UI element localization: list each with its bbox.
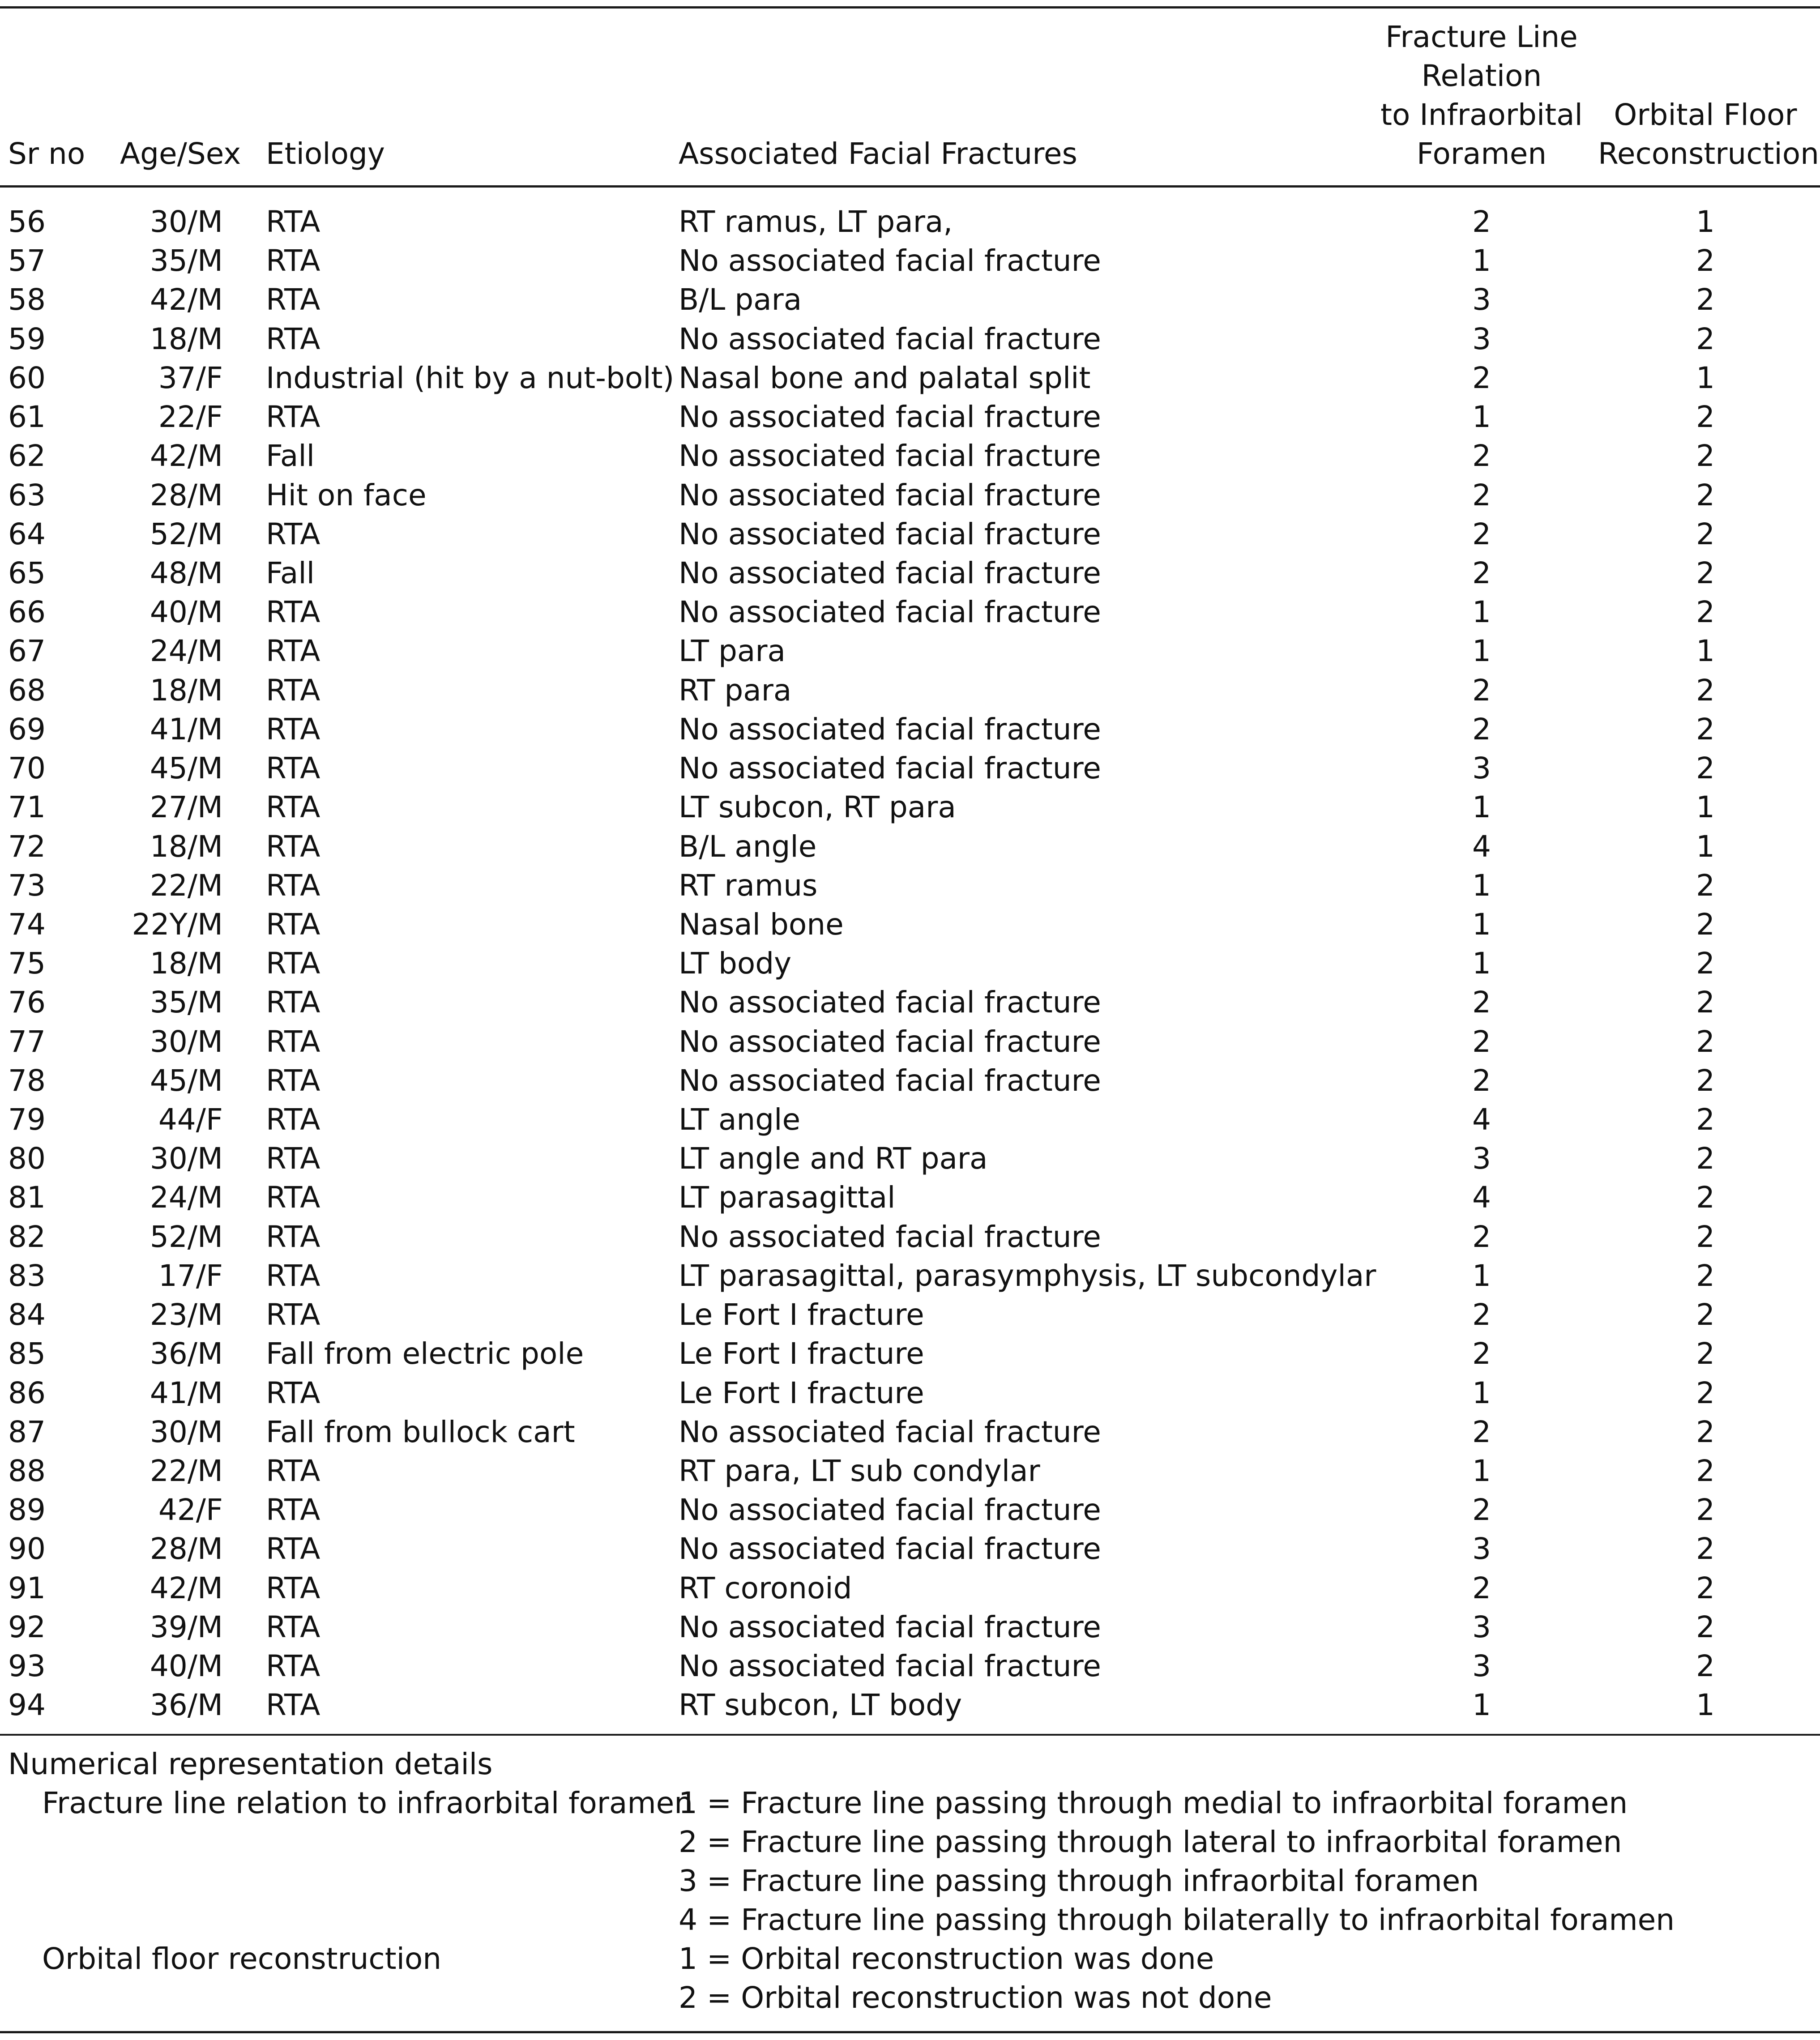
notes-orbital-def: 2 = Orbital reconstruction was not done [679,1980,1272,2015]
table-row [0,280,1820,319]
cell-associated-fractures: No associated facial fracture [679,555,1101,590]
cell-sr-no: 91 [8,1571,46,1605]
cell-orbital-floor: 2 [1696,400,1715,435]
cell-age-sex: 40/M [150,1649,223,1684]
cell-etiology: RTA [266,243,320,278]
cell-etiology: RTA [266,712,320,747]
cell-age-sex: 18/M [150,673,223,708]
cell-sr-no: 84 [8,1297,46,1332]
header-etiology: Etiology [266,137,385,171]
cell-orbital-floor: 2 [1696,1141,1715,1176]
cell-age-sex: 44/F [158,1102,223,1137]
cell-orbital-floor: 2 [1696,478,1715,512]
cell-associated-fractures: Nasal bone [679,907,844,942]
table-row [0,1529,1820,1568]
cell-etiology: RTA [266,1219,320,1254]
cell-orbital-floor: 2 [1696,985,1715,1020]
cell-fracture-line: 1 [1472,1258,1491,1293]
notes-title: Numerical representation details [8,1747,493,1781]
cell-associated-fractures: No associated facial fracture [679,321,1101,356]
cell-orbital-floor: 2 [1696,282,1715,317]
cell-orbital-floor: 2 [1696,1219,1715,1254]
notes-fracture-def: 1 = Fracture line passing through medial to infraorbital foramen [679,1786,1628,1820]
cell-associated-fractures: No associated facial fracture [679,712,1101,747]
header-fracture-line-4: Foramen [1416,137,1547,171]
cell-age-sex: 42/M [150,439,223,474]
cell-associated-fractures: Nasal bone and palatal split [679,360,1091,395]
cell-sr-no: 89 [8,1493,46,1528]
cell-age-sex: 18/M [150,321,223,356]
cell-fracture-line: 2 [1472,1336,1491,1371]
notes-fracture-def: 4 = Fracture line passing through bilaterally to infraorbital foramen [679,1903,1675,1937]
cell-orbital-floor: 2 [1696,1024,1715,1059]
cell-associated-fractures: LT body [679,946,792,981]
cell-sr-no: 71 [8,790,46,825]
cell-orbital-floor: 2 [1696,595,1715,630]
cell-sr-no: 82 [8,1219,46,1254]
cell-associated-fractures: LT angle [679,1102,801,1137]
cell-associated-fractures: No associated facial fracture [679,1493,1101,1528]
cell-fracture-line: 1 [1472,1375,1491,1410]
cell-orbital-floor: 1 [1696,205,1715,239]
cell-etiology: RTA [266,1297,320,1332]
cell-age-sex: 18/M [150,829,223,864]
cell-age-sex: 28/M [150,478,223,512]
cell-etiology: Fall from electric pole [266,1336,584,1371]
table-row [0,671,1820,710]
cell-associated-fractures: LT parasagittal [679,1180,896,1215]
cell-fracture-line: 1 [1472,400,1491,435]
table-row [0,866,1820,905]
cell-age-sex: 35/M [150,985,223,1020]
cell-associated-fractures: No associated facial fracture [679,1219,1101,1254]
cell-age-sex: 22Y/M [132,907,223,942]
cell-age-sex: 45/M [150,1063,223,1098]
cell-sr-no: 69 [8,712,46,747]
cell-etiology: RTA [266,400,320,435]
cell-fracture-line: 2 [1472,555,1491,590]
cell-etiology: Fall [266,555,315,590]
cell-associated-fractures: RT para [679,673,792,708]
cell-age-sex: 40/M [150,595,223,630]
cell-orbital-floor: 2 [1696,1571,1715,1605]
table-row [0,1451,1820,1490]
cell-fracture-line: 1 [1472,868,1491,903]
header-associated-fractures: Associated Facial Fractures [679,137,1077,171]
table-row [0,436,1820,475]
table-row [0,1647,1820,1686]
table-header [0,0,1820,185]
cell-sr-no: 60 [8,360,46,395]
cell-sr-no: 73 [8,868,46,903]
header-rule [0,185,1820,188]
cell-age-sex: 28/M [150,1532,223,1566]
cell-sr-no: 85 [8,1336,46,1371]
cell-sr-no: 93 [8,1649,46,1684]
table-row [0,944,1820,983]
table-row [0,827,1820,866]
cell-associated-fractures: No associated facial fracture [679,1532,1101,1566]
table-row [0,1139,1820,1178]
cell-associated-fractures: No associated facial fracture [679,1063,1101,1098]
table-row [0,515,1820,554]
cell-orbital-floor: 2 [1696,1454,1715,1488]
table-row [0,476,1820,515]
cell-etiology: RTA [266,751,320,786]
table-row [0,397,1820,436]
table-row [0,554,1820,593]
header-orbital-floor-1: Orbital Floor [1614,98,1797,132]
cell-orbital-floor: 1 [1696,829,1715,864]
cell-orbital-floor: 2 [1696,751,1715,786]
cell-fracture-line: 2 [1472,1414,1491,1449]
cell-age-sex: 48/M [150,555,223,590]
cell-fracture-line: 2 [1472,712,1491,747]
cell-fracture-line: 3 [1472,1649,1491,1684]
cell-age-sex: 24/M [150,634,223,669]
table-row [0,1608,1820,1647]
cell-age-sex: 36/M [150,1688,223,1723]
cell-sr-no: 63 [8,478,46,512]
cell-fracture-line: 3 [1472,282,1491,317]
cell-fracture-line: 4 [1472,1102,1491,1137]
cell-age-sex: 45/M [150,751,223,786]
table-row [0,593,1820,632]
cell-etiology: RTA [266,1102,320,1137]
cell-orbital-floor: 2 [1696,946,1715,981]
cell-etiology: RTA [266,1024,320,1059]
header-orbital-floor-2: Reconstruction [1598,137,1819,171]
table-body [0,202,1820,1725]
table-row [0,358,1820,397]
cell-etiology: RTA [266,1609,320,1644]
cell-fracture-line: 1 [1472,1454,1491,1488]
notes-fracture-label: Fracture line relation to infraorbital foramen [42,1786,693,1820]
cell-associated-fractures: RT subcon, LT body [679,1688,962,1723]
header-fracture-line-3: to Infraorbital [1380,98,1583,132]
cell-etiology: RTA [266,1649,320,1684]
cell-sr-no: 78 [8,1063,46,1098]
cell-associated-fractures: Le Fort I fracture [679,1336,924,1371]
cell-etiology: RTA [266,321,320,356]
cell-etiology: RTA [266,282,320,317]
cell-orbital-floor: 2 [1696,1102,1715,1137]
table-row [0,1569,1820,1608]
cell-age-sex: 30/M [150,1024,223,1059]
cell-orbital-floor: 2 [1696,1649,1715,1684]
cell-orbital-floor: 2 [1696,907,1715,942]
cell-age-sex: 41/M [150,712,223,747]
notes-fracture-def: 3 = Fracture line passing through infraorbital foramen [679,1864,1479,1898]
cell-etiology: RTA [266,1571,320,1605]
cell-fracture-line: 1 [1472,790,1491,825]
cell-fracture-line: 2 [1472,478,1491,512]
cell-etiology: RTA [266,1258,320,1293]
cell-associated-fractures: No associated facial fracture [679,400,1101,435]
cell-orbital-floor: 2 [1696,673,1715,708]
cell-sr-no: 61 [8,400,46,435]
cell-sr-no: 79 [8,1102,46,1137]
cell-orbital-floor: 2 [1696,1063,1715,1098]
cell-associated-fractures: No associated facial fracture [679,1609,1101,1644]
header-orbital-floor [1598,95,1819,173]
cell-fracture-line: 2 [1472,205,1491,239]
cell-fracture-line: 4 [1472,1180,1491,1215]
cell-sr-no: 88 [8,1454,46,1488]
cell-sr-no: 90 [8,1532,46,1566]
cell-fracture-line: 4 [1472,829,1491,864]
table-row [0,241,1820,280]
cell-orbital-floor: 1 [1696,634,1715,669]
cell-age-sex: 30/M [150,1141,223,1176]
cell-etiology: RTA [266,985,320,1020]
cell-orbital-floor: 1 [1696,790,1715,825]
table-row [0,632,1820,670]
table-row [0,1100,1820,1139]
cell-etiology: RTA [266,1180,320,1215]
table-row [0,1022,1820,1061]
cell-fracture-line: 1 [1472,243,1491,278]
cell-sr-no: 87 [8,1414,46,1449]
cell-age-sex: 42/M [150,282,223,317]
table-row [0,1256,1820,1295]
cell-sr-no: 64 [8,516,46,551]
cell-sr-no: 81 [8,1180,46,1215]
cell-associated-fractures: RT ramus [679,868,818,903]
cell-orbital-floor: 2 [1696,1336,1715,1371]
cell-etiology: RTA [266,829,320,864]
cell-fracture-line: 2 [1472,673,1491,708]
cell-associated-fractures: No associated facial fracture [679,516,1101,551]
cell-sr-no: 58 [8,282,46,317]
cell-associated-fractures: LT parasagittal, parasymphysis, LT subcondylar [679,1258,1376,1293]
cell-associated-fractures: RT ramus, LT para, [679,205,953,239]
cell-sr-no: 62 [8,439,46,474]
cell-fracture-line: 1 [1472,1688,1491,1723]
cell-age-sex: 30/M [150,1414,223,1449]
notes-orbital-def: 1 = Orbital reconstruction was done [679,1942,1214,1976]
header-fracture-line-relation [1370,17,1594,173]
cell-fracture-line: 2 [1472,1024,1491,1059]
cell-orbital-floor: 2 [1696,868,1715,903]
cell-fracture-line: 2 [1472,985,1491,1020]
cell-sr-no: 94 [8,1688,46,1723]
cell-associated-fractures: No associated facial fracture [679,751,1101,786]
cell-associated-fractures: LT para [679,634,786,669]
cell-fracture-line: 2 [1472,516,1491,551]
cell-fracture-line: 2 [1472,1297,1491,1332]
cell-fracture-line: 2 [1472,1493,1491,1528]
cell-fracture-line: 2 [1472,1219,1491,1254]
cell-sr-no: 74 [8,907,46,942]
table-row [0,749,1820,788]
cell-etiology: Industrial (hit by a nut-bolt) [266,360,675,395]
cell-fracture-line: 2 [1472,1571,1491,1605]
cell-associated-fractures: RT para, LT sub condylar [679,1454,1040,1488]
cell-etiology: RTA [266,595,320,630]
cell-associated-fractures: LT subcon, RT para [679,790,956,825]
cell-sr-no: 56 [8,205,46,239]
cell-sr-no: 75 [8,946,46,981]
cell-sr-no: 65 [8,555,46,590]
table-row [0,983,1820,1022]
table-row [0,710,1820,749]
cell-age-sex: 24/M [150,1180,223,1215]
cell-age-sex: 27/M [150,790,223,825]
cell-fracture-line: 3 [1472,751,1491,786]
cell-sr-no: 86 [8,1375,46,1410]
cell-age-sex: 42/M [150,1571,223,1605]
cell-fracture-line: 2 [1472,439,1491,474]
cell-fracture-line: 1 [1472,946,1491,981]
cell-orbital-floor: 2 [1696,1297,1715,1332]
cell-associated-fractures: No associated facial fracture [679,1414,1101,1449]
cell-etiology: RTA [266,634,320,669]
cell-orbital-floor: 2 [1696,439,1715,474]
cell-orbital-floor: 2 [1696,1258,1715,1293]
cell-etiology: RTA [266,1454,320,1488]
cell-associated-fractures: B/L para [679,282,802,317]
cell-orbital-floor: 2 [1696,321,1715,356]
table-row [0,1490,1820,1529]
table-row [0,1374,1820,1413]
cell-orbital-floor: 2 [1696,1375,1715,1410]
cell-orbital-floor: 2 [1696,1414,1715,1449]
cell-etiology: RTA [266,1063,320,1098]
cell-orbital-floor: 2 [1696,712,1715,747]
cell-age-sex: 35/M [150,243,223,278]
cell-orbital-floor: 2 [1696,1609,1715,1644]
cell-associated-fractures: No associated facial fracture [679,439,1101,474]
cell-sr-no: 68 [8,673,46,708]
table-row [0,1413,1820,1451]
cell-age-sex: 22/M [150,868,223,903]
cell-associated-fractures: No associated facial fracture [679,243,1101,278]
cell-age-sex: 37/F [158,360,223,395]
cell-etiology: RTA [266,1375,320,1410]
cell-etiology: Fall [266,439,315,474]
cell-etiology: Hit on face [266,478,427,512]
cell-etiology: RTA [266,1493,320,1528]
cell-etiology: Fall from bullock cart [266,1414,575,1449]
cell-sr-no: 59 [8,321,46,356]
cell-associated-fractures: No associated facial fracture [679,595,1101,630]
cell-sr-no: 66 [8,595,46,630]
cell-fracture-line: 1 [1472,595,1491,630]
cell-age-sex: 23/M [150,1297,223,1332]
cell-orbital-floor: 2 [1696,243,1715,278]
cell-age-sex: 22/M [150,1454,223,1488]
cell-age-sex: 17/F [158,1258,223,1293]
table-row [0,1217,1820,1256]
cell-fracture-line: 3 [1472,1532,1491,1566]
table-row [0,905,1820,944]
cell-sr-no: 67 [8,634,46,669]
cell-etiology: RTA [266,1532,320,1566]
cell-fracture-line: 3 [1472,1141,1491,1176]
cell-associated-fractures: Le Fort I fracture [679,1297,924,1332]
table-row [0,1295,1820,1334]
cell-fracture-line: 2 [1472,1063,1491,1098]
cell-associated-fractures: No associated facial fracture [679,1024,1101,1059]
notes-fracture-def: 2 = Fracture line passing through lateral to infraorbital foramen [679,1825,1622,1859]
cell-etiology: RTA [266,790,320,825]
cell-orbital-floor: 2 [1696,1180,1715,1215]
cell-orbital-floor: 2 [1696,555,1715,590]
table-row [0,202,1820,241]
cell-sr-no: 72 [8,829,46,864]
notes-orbital-label: Orbital floor reconstruction [42,1942,442,1976]
cell-associated-fractures: No associated facial fracture [679,478,1101,512]
table-row [0,1334,1820,1373]
cell-etiology: RTA [266,946,320,981]
cell-sr-no: 92 [8,1609,46,1644]
cell-associated-fractures: No associated facial fracture [679,985,1101,1020]
cell-age-sex: 52/M [150,516,223,551]
cell-age-sex: 18/M [150,946,223,981]
cell-etiology: RTA [266,1688,320,1723]
table-row [0,1178,1820,1217]
cell-fracture-line: 3 [1472,321,1491,356]
cell-age-sex: 36/M [150,1336,223,1371]
cell-associated-fractures: RT coronoid [679,1571,852,1605]
cell-associated-fractures: LT angle and RT para [679,1141,988,1176]
cell-fracture-line: 1 [1472,907,1491,942]
cell-etiology: RTA [266,1141,320,1176]
header-age-sex: Age/Sex [120,137,241,171]
cell-age-sex: 52/M [150,1219,223,1254]
cell-orbital-floor: 1 [1696,360,1715,395]
cell-age-sex: 39/M [150,1609,223,1644]
cell-age-sex: 30/M [150,205,223,239]
cell-age-sex: 22/F [158,400,223,435]
cell-fracture-line: 1 [1472,634,1491,669]
cell-age-sex: 42/F [158,1493,223,1528]
cell-orbital-floor: 2 [1696,516,1715,551]
cell-fracture-line: 3 [1472,1609,1491,1644]
cell-sr-no: 83 [8,1258,46,1293]
cell-associated-fractures: B/L angle [679,829,817,864]
cell-orbital-floor: 2 [1696,1493,1715,1528]
cell-etiology: RTA [266,205,320,239]
cell-orbital-floor: 1 [1696,1688,1715,1723]
header-fracture-line-1: Fracture Line [1385,20,1578,54]
cell-associated-fractures: No associated facial fracture [679,1649,1101,1684]
cell-sr-no: 70 [8,751,46,786]
table-bottom-rule [0,2031,1820,2033]
cell-fracture-line: 2 [1472,360,1491,395]
cell-etiology: RTA [266,868,320,903]
header-sr-no: Sr no [8,137,85,171]
table-row [0,320,1820,358]
cell-sr-no: 77 [8,1024,46,1059]
cell-age-sex: 41/M [150,1375,223,1410]
cell-etiology: RTA [266,907,320,942]
cell-sr-no: 57 [8,243,46,278]
table-row [0,788,1820,827]
body-rule [0,1734,1820,1736]
cell-sr-no: 80 [8,1141,46,1176]
cell-etiology: RTA [266,516,320,551]
cell-orbital-floor: 2 [1696,1532,1715,1566]
cell-etiology: RTA [266,673,320,708]
table-row [0,1061,1820,1100]
cell-sr-no: 76 [8,985,46,1020]
table-row [0,1686,1820,1724]
cell-associated-fractures: Le Fort I fracture [679,1375,924,1410]
header-fracture-line-2: Relation [1421,59,1542,93]
